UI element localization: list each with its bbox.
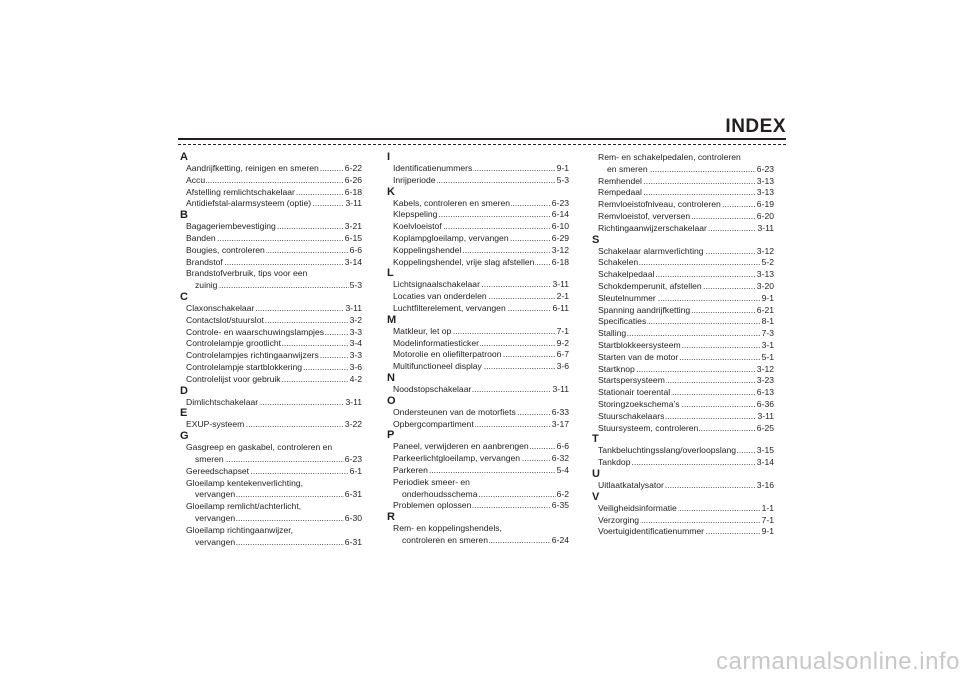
index-entry xyxy=(592,364,774,376)
index-entry-page: 7-1 xyxy=(761,514,774,525)
index-entry-label: Spanning aandrijfketting xyxy=(598,304,691,315)
index-entry-page: 9-2 xyxy=(556,337,569,348)
leader-dots xyxy=(195,280,362,292)
index-entry-page: 4-2 xyxy=(349,373,362,384)
index-entry xyxy=(387,361,569,373)
index-entry-label: Parkeren xyxy=(393,464,428,475)
index-section-letter: S xyxy=(592,233,600,246)
index-entry xyxy=(180,374,362,386)
index-entry-label: Tankbeluchtingsslang/overloopslang xyxy=(598,445,737,456)
index-entry-page: 6-23 xyxy=(551,197,569,208)
index-entry-page: 6-31 xyxy=(344,489,362,500)
index-entry-page: 5-1 xyxy=(761,351,774,362)
index-section-letter: K xyxy=(387,185,395,198)
index-section-letter: N xyxy=(387,371,395,384)
index-entry xyxy=(387,279,569,291)
index-entry-label: Inrijperiode xyxy=(393,174,436,185)
index-entry-page: 1-1 xyxy=(761,502,774,513)
index-entry xyxy=(387,233,569,245)
index-entry-label: Luchtfilterelement, vervangen xyxy=(393,302,506,313)
index-entry xyxy=(180,362,362,374)
index-entry-label: vervangen xyxy=(195,489,236,500)
index-entry-page: 6-18 xyxy=(551,256,569,267)
index-section-letter: M xyxy=(387,313,397,326)
index-entry xyxy=(592,281,774,293)
index-entry xyxy=(180,419,362,431)
index-entry-label: Accu xyxy=(186,174,206,185)
index-entry-page: 3-3 xyxy=(349,326,362,337)
index-entry-page: 6-2 xyxy=(556,488,569,499)
index-entry xyxy=(592,411,774,423)
index-entry-label: Uitlaatkatalysator xyxy=(598,479,664,490)
index-entry xyxy=(180,245,362,257)
index-section-letter: E xyxy=(180,407,188,420)
index-entry-label: Claxonschakelaar xyxy=(186,302,255,313)
index-entry-page: 3-15 xyxy=(756,445,774,456)
index-entry xyxy=(387,453,569,465)
index-entry-label: Controlelampjes richtingaanwijzers xyxy=(186,350,319,361)
index-entry-label: Bagageriembevestiging xyxy=(186,221,276,232)
index-section-letter: O xyxy=(387,394,396,407)
index-entry-label: Stationair toerental xyxy=(598,387,671,398)
page-title: INDEX xyxy=(725,116,786,137)
index-entry xyxy=(180,163,362,175)
index-entry-text: Rem- en schakelpedalen, controleren xyxy=(598,152,741,162)
index-entry-label: Noodstopschakelaar xyxy=(393,383,472,394)
index-entry-label: Startknop xyxy=(598,363,635,374)
index-entry xyxy=(592,316,774,328)
index-entry-label: Startblokkeersysteem xyxy=(598,339,681,350)
index-entry-page: 2-1 xyxy=(556,291,569,302)
index-entry-page: 5-3 xyxy=(349,280,362,291)
index-entry xyxy=(592,457,774,469)
index-entry-page: 6-14 xyxy=(551,209,569,220)
index-entry-page: 3-20 xyxy=(756,280,774,291)
index-entry xyxy=(592,526,774,538)
index-entry xyxy=(180,280,362,292)
index-entry-label: Antidiefstal-alarmsysteem (optie) xyxy=(186,198,312,209)
index-entry xyxy=(387,209,569,221)
index-entry-label: Startspersysteem xyxy=(598,375,665,386)
index-entry-page: 3-1 xyxy=(761,339,774,350)
index-column-2 xyxy=(387,152,569,547)
index-entry-label: Sleutelnummer xyxy=(598,292,656,303)
index-entry xyxy=(180,537,362,549)
index-entry-label: smeren xyxy=(195,453,224,464)
index-entry xyxy=(387,489,569,501)
index-entry-label: Modelinformatiesticker xyxy=(393,337,479,348)
index-entry-label: Multifunctioneel display xyxy=(393,361,482,372)
index-entry xyxy=(387,257,569,269)
index-entry-label: Lichtsignaalschakelaar xyxy=(393,279,480,290)
index-entry xyxy=(180,175,362,187)
index-entry xyxy=(180,489,362,501)
index-entry-page: 3-14 xyxy=(344,256,362,267)
index-entry-label: zuinig xyxy=(195,280,218,291)
index-entry-label: Locaties van onderdelen xyxy=(393,291,487,302)
index-entry-label: Controlelampje grootlicht xyxy=(186,338,282,349)
index-entry xyxy=(592,246,774,258)
index-section-letter: I xyxy=(387,151,391,163)
index-entry-page: 3-4 xyxy=(349,338,362,349)
index-entry xyxy=(387,419,569,431)
index-entry-page: 6-25 xyxy=(756,422,774,433)
index-entry xyxy=(592,187,774,199)
index-entry xyxy=(387,407,569,419)
index-entry-text: Gloeilamp kentekenverlichting, xyxy=(186,477,304,488)
index-entry-label: Specificaties xyxy=(598,316,647,327)
index-entry xyxy=(387,326,569,338)
index-entry-label: Bougies, controleren xyxy=(186,244,265,255)
index-entry xyxy=(387,500,569,512)
index-entry-label: EXUP-systeem xyxy=(186,419,245,430)
index-section-letter: G xyxy=(180,430,189,443)
index-entry-page: 6-23 xyxy=(756,163,774,174)
index-entry-label: Richtingaanwijzerschakelaar xyxy=(598,222,707,233)
index-entry-label: Stuurschakelaars xyxy=(598,410,665,421)
index-entry xyxy=(592,445,774,457)
index-entry xyxy=(592,257,774,269)
index-entry-page: 6-1 xyxy=(349,465,362,476)
index-entry xyxy=(592,399,774,411)
index-entry-page: 6-22 xyxy=(344,163,362,173)
index-entry-label: Afstelling remlichtschakelaar xyxy=(186,186,295,197)
index-entry-label: Storingzoekschema’s xyxy=(598,398,680,409)
index-section-letter: V xyxy=(592,490,600,503)
index-entry-label: Veiligheidsinformatie xyxy=(598,502,677,513)
index-entry-page: 5-4 xyxy=(556,464,569,475)
index-entry-page: 3-12 xyxy=(756,363,774,374)
index-entry xyxy=(387,221,569,233)
index-section-letter: C xyxy=(180,290,188,303)
index-entry-label: Rempedaal xyxy=(598,187,642,198)
index-entry xyxy=(592,423,774,435)
index-entry xyxy=(592,211,774,223)
index-entry-page: 6-24 xyxy=(551,534,569,545)
index-entry xyxy=(180,513,362,525)
index-entry-page: 3-12 xyxy=(756,245,774,256)
index-entry-label: Schakelpedaal xyxy=(598,269,655,280)
index-entry-label: Tankdop xyxy=(598,457,631,468)
index-entry xyxy=(592,387,774,399)
index-entry-page: 3-6 xyxy=(556,361,569,372)
index-entry-label: Remhendel xyxy=(598,175,642,186)
index-entry xyxy=(592,515,774,527)
index-entry xyxy=(592,176,774,188)
index-entry-label: Koppelingshendel, vrije slag afstellen xyxy=(393,256,535,267)
index-entry-label: onderhoudsschema xyxy=(402,488,478,499)
index-entry-page: 3-17 xyxy=(551,418,569,429)
index-entry-page: 6-19 xyxy=(756,199,774,210)
index-entry-page: 3-6 xyxy=(349,361,362,372)
index-entry-page: 8-1 xyxy=(761,316,774,327)
index-entry xyxy=(180,327,362,339)
index-entry xyxy=(387,441,569,453)
header-rule xyxy=(178,138,786,140)
index-entry-label: Koelvloeistof xyxy=(393,221,442,232)
index-entry xyxy=(180,187,362,199)
index-entry xyxy=(592,503,774,515)
index-entry-label: Parkeerlichtgloeilamp, vervangen xyxy=(393,453,521,464)
index-entry xyxy=(387,175,569,187)
index-entry-page: 7-1 xyxy=(556,325,569,336)
index-section-letter: L xyxy=(387,267,394,280)
index-entry-label: Controlelampje startblokkering xyxy=(186,361,303,372)
index-entry-label: Schakelen xyxy=(598,257,639,268)
index-entry-page: 6-15 xyxy=(344,232,362,243)
index-entry-page: 3-11 xyxy=(552,279,569,290)
index-entry-page: 5-2 xyxy=(761,257,774,268)
index-entry-label: Motorolie en oliefilterpatroon xyxy=(393,349,502,360)
index-entry-page: 6-31 xyxy=(344,536,362,547)
index-entry xyxy=(387,303,569,315)
index-entry-label: Aandrijfketting, reinigen en smeren xyxy=(186,163,319,173)
index-entry-page: 3-11 xyxy=(345,396,362,407)
index-entry xyxy=(592,269,774,281)
index-entry xyxy=(592,164,774,176)
index-entry-page: 3-11 xyxy=(345,302,362,313)
index-entry-page: 6-23 xyxy=(344,453,362,464)
index-entry-text: Periodiek smeer- en xyxy=(393,476,470,487)
index-entry xyxy=(387,465,569,477)
index-entry-label: vervangen xyxy=(195,512,236,523)
index-entry-page: 6-11 xyxy=(552,302,569,313)
index-entry-page: 3-11 xyxy=(345,198,362,209)
index-entry-text: Rem- en koppelingshendels, xyxy=(393,523,502,534)
index-entry-page: 3-3 xyxy=(349,350,362,361)
index-entry-page: 6-21 xyxy=(756,304,774,315)
index-entry xyxy=(592,480,774,492)
index-entry-page: 6-35 xyxy=(551,500,569,511)
index-entry xyxy=(387,245,569,257)
index-entry-page: 6-6 xyxy=(349,244,362,255)
index-entry-page: 3-11 xyxy=(552,383,569,394)
index-entry-label: Banden xyxy=(186,232,216,243)
index-entry xyxy=(180,338,362,350)
index-entry-page: 6-33 xyxy=(551,406,569,417)
index-entry-label: Stalling xyxy=(598,328,627,339)
index-section-letter: R xyxy=(387,511,395,524)
index-entry xyxy=(180,315,362,327)
index-entry xyxy=(387,535,569,547)
index-section-letter: P xyxy=(387,429,395,442)
index-section-letter: U xyxy=(592,467,600,480)
index-entry-label: Klepspeling xyxy=(393,209,438,220)
index-entry-page: 3-23 xyxy=(756,375,774,386)
index-entry-label: controleren en smeren xyxy=(402,534,488,545)
index-entry-label: Controle- en waarschuwingslampjes xyxy=(186,326,325,337)
index-entry-page: 6-6 xyxy=(556,441,569,452)
index-entry xyxy=(180,198,362,210)
index-entry-label: vervangen xyxy=(195,536,236,547)
index-entry xyxy=(180,233,362,245)
index-entry-page: 9-1 xyxy=(556,163,569,173)
index-section-letter: T xyxy=(592,433,599,446)
index-entry xyxy=(180,350,362,362)
index-entry-label: Paneel, verwijderen en aanbrengen xyxy=(393,441,529,452)
index-entry xyxy=(387,163,569,175)
index-entry-label: en smeren xyxy=(607,163,648,174)
index-entry xyxy=(387,291,569,303)
index-entry xyxy=(180,466,362,478)
index-entry-label: Remvloeistof, verversen xyxy=(598,210,691,221)
index-entry-page: 6-18 xyxy=(344,186,362,197)
index-entry-label: Schokdemperunit, afstellen xyxy=(598,280,702,291)
index-entry-label: Schakelaar alarmverlichting xyxy=(598,245,704,256)
index-entry-label: Starten van de motor xyxy=(598,351,679,362)
index-entry-label: Gereedschapset xyxy=(186,465,250,476)
index-entry-page: 6-10 xyxy=(551,221,569,232)
index-entry-label: Koppelingshendel xyxy=(393,244,462,255)
index-entry-label: Brandstof xyxy=(186,256,223,267)
index-column-3 xyxy=(592,152,774,538)
index-entry xyxy=(180,454,362,466)
index-entry-text: Brandstofverbruik, tips voor een xyxy=(186,268,308,279)
index-entry-label: Verzorging xyxy=(598,514,640,525)
index-entry-label: Opbergcompartiment xyxy=(393,418,474,429)
index-entry-page: 5-3 xyxy=(556,174,569,185)
index-entry-text: Gasgreep en gaskabel, controleren en xyxy=(186,442,333,453)
index-entry-page: 3-21 xyxy=(344,221,362,232)
index-entry xyxy=(592,328,774,340)
index-entry-label: Identificatienummers xyxy=(393,163,473,173)
index-entry-label: Koplampgloeilamp, vervangen xyxy=(393,232,509,243)
index-entry-label: Dimlichtschakelaar xyxy=(186,396,259,407)
index-entry xyxy=(387,384,569,396)
leader-dots xyxy=(186,175,362,187)
index-entry-label: Stuursysteem, controleren xyxy=(598,422,699,433)
index-entry-label: Controlelijst voor gebruik xyxy=(186,373,281,384)
index-entry xyxy=(592,293,774,305)
index-entry-page: 3-12 xyxy=(551,244,569,255)
index-entry xyxy=(387,338,569,350)
index-entry-page: 7-3 xyxy=(761,328,774,339)
index-entry-page: 3-16 xyxy=(756,479,774,490)
index-entry xyxy=(592,305,774,317)
header-rule-dashed xyxy=(178,144,786,145)
index-entry-page: 3-14 xyxy=(756,457,774,468)
index-section-letter: B xyxy=(180,209,188,222)
index-entry xyxy=(592,199,774,211)
index-entry-page: 6-30 xyxy=(344,512,362,523)
index-entry-page: 3-13 xyxy=(756,187,774,198)
index-entry-text: Gloeilamp richtingaanwijzer, xyxy=(186,524,293,535)
watermark-text: carmanualsonline.info xyxy=(716,648,960,675)
index-entry-page: 3-22 xyxy=(344,419,362,430)
index-entry-page: 6-32 xyxy=(551,453,569,464)
index-entry-label: Remvloeistofniveau, controleren xyxy=(598,199,721,210)
index-entry-page: 3-13 xyxy=(756,175,774,186)
index-entry xyxy=(180,397,362,409)
index-entry-text: Gloeilamp remlicht/achterlicht, xyxy=(186,501,302,512)
index-entry xyxy=(387,349,569,361)
index-entry xyxy=(592,223,774,235)
index-entry-page: 6-7 xyxy=(556,349,569,360)
index-section-letter: D xyxy=(180,384,188,397)
index-entry xyxy=(592,340,774,352)
index-entry-page: 6-20 xyxy=(756,210,774,221)
index-column-1 xyxy=(180,152,362,548)
index-entry-label: Problemen oplossen xyxy=(393,500,472,511)
index-section-letter: A xyxy=(180,151,188,163)
index-entry xyxy=(592,352,774,364)
index-entry-page: 9-1 xyxy=(761,292,774,303)
index-entry-label: Ondersteunen van de motorfiets xyxy=(393,406,516,417)
index-entry xyxy=(180,303,362,315)
index-entry-page: 6-29 xyxy=(551,232,569,243)
index-entry-page: 3-11 xyxy=(757,410,774,421)
index-entry-page: 3-13 xyxy=(756,269,774,280)
index-entry-label: Contactslot/stuurslot xyxy=(186,314,264,325)
index-entry-page: 3-2 xyxy=(349,314,362,325)
index-entry-label: Kabels, controleren en smeren xyxy=(393,197,511,208)
index-entry xyxy=(387,198,569,210)
index-entry-label: Voertuigidentificatienummer xyxy=(598,526,705,537)
index-entry-page: 6-13 xyxy=(756,387,774,398)
index-entry-page: 9-1 xyxy=(761,526,774,537)
index-entry-label: Matkleur, let op xyxy=(393,325,452,336)
index-entry-page: 6-26 xyxy=(344,174,362,185)
index-entry xyxy=(592,375,774,387)
index-entry xyxy=(180,221,362,233)
index-entry-page: 6-36 xyxy=(756,398,774,409)
index-entry xyxy=(180,257,362,269)
index-entry-page: 3-11 xyxy=(757,222,774,233)
